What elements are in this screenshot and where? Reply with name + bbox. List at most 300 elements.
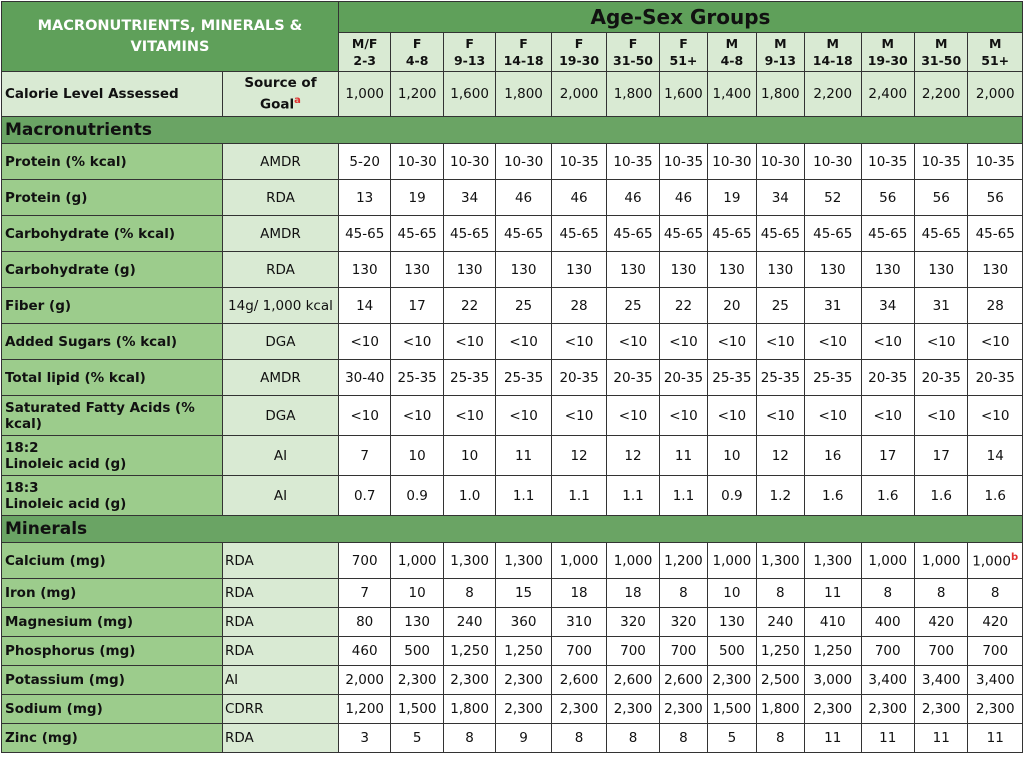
value-cell: 13 [338, 180, 390, 216]
value-cell: 5-20 [338, 144, 390, 180]
value-cell: 8 [443, 724, 495, 753]
value-cell: 130 [708, 608, 756, 637]
value-cell: 46 [607, 180, 659, 216]
value-cell: 410 [805, 608, 861, 637]
source-cell: RDA [222, 724, 338, 753]
value-cell: 45-65 [805, 216, 861, 252]
value-cell: 9 [496, 724, 551, 753]
value-cell: 130 [338, 252, 390, 288]
value-cell: 1,300 [805, 543, 861, 579]
group-header [914, 33, 967, 72]
value-cell: 11 [659, 436, 707, 476]
value-cell: 1,500 [391, 695, 443, 724]
group-sex: M [826, 36, 839, 51]
table-row [2, 288, 1023, 324]
value-cell: 2,300 [968, 695, 1023, 724]
value-cell: <10 [805, 396, 861, 436]
row-label-text: 18:3 [5, 479, 39, 496]
value-cell: 12 [607, 436, 659, 476]
value-cell: 2,500 [756, 666, 804, 695]
value-cell: 1,600 [659, 72, 707, 117]
value-cell: 1,300 [443, 543, 495, 579]
value-cell: 1,200 [338, 695, 390, 724]
row-label-text: Added Sugars (% kcal) [5, 333, 178, 350]
value-cell: 25 [756, 288, 804, 324]
value-cell: 130 [861, 252, 914, 288]
value-cell: 5 [391, 724, 443, 753]
value-cell: 460 [338, 637, 390, 666]
row-label-text-2: Linoleic acid (g) [5, 455, 127, 472]
value-cell: 8 [914, 579, 967, 608]
value-cell: 1,250 [805, 637, 861, 666]
value-cell: 10-30 [805, 144, 861, 180]
value-cell: 28 [551, 288, 606, 324]
value-cell: 1.2 [756, 476, 804, 516]
row-label [2, 608, 223, 637]
value-cell: <10 [914, 396, 967, 436]
value-cell: 10-35 [968, 144, 1023, 180]
value-cell: 130 [496, 252, 551, 288]
value-cell: 3,400 [914, 666, 967, 695]
value-cell: 2,000 [338, 666, 390, 695]
value-cell: <10 [338, 396, 390, 436]
row-label [2, 476, 223, 516]
value-cell: 34 [861, 288, 914, 324]
value-cell: 8 [551, 724, 606, 753]
group-age: 51+ [981, 53, 1010, 68]
value-cell: <10 [496, 324, 551, 360]
calorie-row [2, 72, 1023, 117]
value-cell: 8 [659, 579, 707, 608]
value-cell: <10 [861, 324, 914, 360]
value-cell: 22 [443, 288, 495, 324]
value-cell: 45-65 [756, 216, 804, 252]
value-cell: 700 [968, 637, 1023, 666]
row-label [2, 180, 223, 216]
table-row [2, 180, 1023, 216]
value-cell: 2,300 [861, 695, 914, 724]
row-label [2, 252, 223, 288]
source-cell: CDRR [222, 695, 338, 724]
value-cell: 1.6 [861, 476, 914, 516]
row-label-text: Potassium (mg) [5, 672, 125, 688]
value-cell: 10-30 [708, 144, 756, 180]
value-cell: 2,600 [607, 666, 659, 695]
value-cell: 25-35 [708, 360, 756, 396]
table-row [2, 608, 1023, 637]
group-sex: M [934, 36, 948, 51]
value-cell: 20-35 [861, 360, 914, 396]
value-cell: 1.1 [607, 476, 659, 516]
value-cell: 10-30 [496, 144, 551, 180]
value-cell: <10 [756, 324, 804, 360]
value-cell: <10 [607, 324, 659, 360]
value-cell: 10-30 [391, 144, 443, 180]
group-age: 4-8 [720, 53, 744, 68]
value-cell: 700 [551, 637, 606, 666]
table-row [2, 216, 1023, 252]
row-label [2, 695, 223, 724]
table-row [2, 666, 1023, 695]
value-cell: 15 [496, 579, 551, 608]
value-cell: 700 [861, 637, 914, 666]
value-cell: 360 [496, 608, 551, 637]
group-age: 9-13 [764, 53, 796, 68]
value-cell: 20-35 [659, 360, 707, 396]
source-line-1: Source of [244, 75, 317, 92]
value-cell: <10 [338, 324, 390, 360]
group-age: 9-13 [453, 53, 486, 68]
group-sex: F [412, 36, 422, 51]
value-cell: <10 [968, 396, 1023, 436]
section-title: Macronutrients [2, 117, 1023, 144]
value-cell: 10-30 [443, 144, 495, 180]
value-cell: 46 [659, 180, 707, 216]
value-cell: 1,000 [338, 72, 390, 117]
value-cell: 10 [708, 436, 756, 476]
row-label-text-2: Linoleic acid (g) [5, 495, 127, 512]
group-sex: M [988, 36, 1002, 51]
value-cell: 700 [338, 543, 390, 579]
table-row [2, 144, 1023, 180]
value-cell: 1,000 [861, 543, 914, 579]
row-label-text: Saturated Fatty Acids (% kcal) [5, 399, 195, 432]
value-cell: 500 [708, 637, 756, 666]
row-label [2, 396, 223, 436]
age-sex-groups-title: Age-Sex Groups [338, 2, 1022, 33]
value-cell: 25-35 [443, 360, 495, 396]
value-cell: 0.9 [391, 476, 443, 516]
value-cell: 2,300 [805, 695, 861, 724]
value-cell: 320 [607, 608, 659, 637]
source-of-goal-header [222, 72, 338, 117]
value-cell: 18 [551, 579, 606, 608]
value-cell: 500 [391, 637, 443, 666]
value-cell: 14 [338, 288, 390, 324]
value-cell: 2,000 [968, 72, 1023, 117]
value-cell: 130 [443, 252, 495, 288]
group-header [968, 33, 1023, 72]
value-cell: 130 [391, 252, 443, 288]
value-cell: 45-65 [551, 216, 606, 252]
value-cell: 3 [338, 724, 390, 753]
value-cell: 1,400 [708, 72, 756, 117]
value-cell: 1,000 [914, 543, 967, 579]
source-cell: RDA [222, 252, 338, 288]
value-cell: 45-65 [659, 216, 707, 252]
group-sex: F [465, 36, 474, 51]
group-sex: F [628, 36, 638, 51]
row-label [2, 436, 223, 476]
group-age: 19-30 [559, 53, 600, 68]
value-cell: 7 [338, 579, 390, 608]
value-cell: 25-35 [756, 360, 804, 396]
value-cell: 1,800 [756, 695, 804, 724]
value-cell: 8 [756, 579, 804, 608]
value-cell: 45-65 [708, 216, 756, 252]
group-age: 14-18 [503, 53, 544, 68]
group-header [659, 33, 707, 72]
value-cell: 420 [914, 608, 967, 637]
group-age: 2-3 [353, 53, 376, 68]
value-cell: 25 [496, 288, 551, 324]
value-cell: 3,000 [805, 666, 861, 695]
row-label: Calorie Level Assessed [2, 72, 223, 117]
value-cell: 20-35 [607, 360, 659, 396]
group-sex: M [774, 36, 787, 51]
value-cell: 10 [391, 579, 443, 608]
value-cell: 19 [708, 180, 756, 216]
value-cell: 1,500 [708, 695, 756, 724]
value-cell: 130 [756, 252, 804, 288]
row-label-text: Phosphorus (mg) [5, 643, 136, 659]
value-cell: 700 [607, 637, 659, 666]
value-cell: 700 [914, 637, 967, 666]
value-cell: 34 [443, 180, 495, 216]
value-cell: 17 [391, 288, 443, 324]
value-cell: 420 [968, 608, 1023, 637]
table-title: MACRONUTRIENTS, MINERALS & VITAMINS [2, 2, 339, 72]
group-header [708, 33, 756, 72]
group-sex: F [679, 36, 688, 51]
row-label [2, 579, 223, 608]
value-cell: 2,400 [861, 72, 914, 117]
value-cell: 1,300 [496, 543, 551, 579]
value-cell: 2,600 [659, 666, 707, 695]
value-cell: <10 [708, 396, 756, 436]
value-cell: 1,800 [496, 72, 551, 117]
source-cell: AI [222, 666, 338, 695]
value-cell: <10 [914, 324, 967, 360]
value-cell: 1.1 [496, 476, 551, 516]
value-cell: 1.6 [914, 476, 967, 516]
row-label [2, 144, 223, 180]
value-cell: 11 [861, 724, 914, 753]
value-cell: 45-65 [861, 216, 914, 252]
group-age: 51+ [669, 53, 698, 68]
value-cell: 31 [805, 288, 861, 324]
value-cell: 10-35 [551, 144, 606, 180]
table-row [2, 360, 1023, 396]
group-sex: M [725, 36, 739, 51]
value-cell: 56 [914, 180, 967, 216]
row-label-text: Calcium (mg) [5, 552, 106, 569]
value-cell: 11 [914, 724, 967, 753]
value-cell: 12 [756, 436, 804, 476]
value-cell: 25-35 [496, 360, 551, 396]
value-cell [968, 543, 1023, 579]
nutrient-table [1, 1, 1023, 753]
group-sex: F [574, 36, 584, 51]
row-label [2, 543, 223, 579]
row-label-text: Zinc (mg) [5, 730, 78, 746]
value-cell: <10 [968, 324, 1023, 360]
table-row [2, 324, 1023, 360]
value-cell: 10-35 [659, 144, 707, 180]
section-minerals [2, 516, 1023, 543]
value-cell: <10 [391, 396, 443, 436]
value-cell: 1,250 [756, 637, 804, 666]
value-cell: 1,800 [607, 72, 659, 117]
value-cell: 8 [968, 579, 1023, 608]
value-cell: 240 [443, 608, 495, 637]
value-cell: 2,000 [551, 72, 606, 117]
value-cell: 20-35 [551, 360, 606, 396]
value-cell: 28 [968, 288, 1023, 324]
row-label-text: Fiber (g) [5, 297, 72, 314]
value-cell: 8 [861, 579, 914, 608]
value-cell: 12 [551, 436, 606, 476]
row-label [2, 724, 223, 753]
source-cell: AMDR [222, 216, 338, 252]
table-row [2, 396, 1023, 436]
value-cell: 240 [756, 608, 804, 637]
value-cell: 56 [968, 180, 1023, 216]
value-cell: 30-40 [338, 360, 390, 396]
value-cell: 2,300 [659, 695, 707, 724]
source-cell: RDA [222, 180, 338, 216]
value-cell: 310 [551, 608, 606, 637]
value-cell: <10 [708, 324, 756, 360]
value-cell: 0.7 [338, 476, 390, 516]
value-cell: 130 [914, 252, 967, 288]
value-cell: <10 [551, 324, 606, 360]
value-cell: 80 [338, 608, 390, 637]
row-label [2, 360, 223, 396]
value-cell: 16 [805, 436, 861, 476]
value-cell: <10 [391, 324, 443, 360]
value-cell: 1,000 [607, 543, 659, 579]
value-cell: <10 [659, 324, 707, 360]
value-cell: 3,400 [861, 666, 914, 695]
value-cell: 20-35 [914, 360, 967, 396]
group-header [805, 33, 861, 72]
group-sex: M/F [351, 36, 378, 51]
value-cell: 11 [496, 436, 551, 476]
value-cell: <10 [443, 396, 495, 436]
value-cell: 45-65 [338, 216, 390, 252]
value-cell: 1.6 [968, 476, 1023, 516]
row-label [2, 666, 223, 695]
value-cell: 17 [914, 436, 967, 476]
value-cell: 46 [496, 180, 551, 216]
row-label-text: Iron (mg) [5, 585, 77, 601]
value-cell: 2,300 [708, 666, 756, 695]
row-label [2, 288, 223, 324]
value-cell: 700 [659, 637, 707, 666]
value-cell: 8 [607, 724, 659, 753]
value-cell: 2,300 [443, 666, 495, 695]
value-cell: 17 [861, 436, 914, 476]
value-cell: 25 [607, 288, 659, 324]
value-cell: 11 [805, 579, 861, 608]
value-cell: 2,300 [914, 695, 967, 724]
value-cell: <10 [496, 396, 551, 436]
value-cell: 400 [861, 608, 914, 637]
value-cell: 130 [708, 252, 756, 288]
table-row [2, 476, 1023, 516]
value-cell: 45-65 [496, 216, 551, 252]
value-cell: 31 [914, 288, 967, 324]
row-label-text: Protein (g) [5, 189, 88, 206]
value-cell: 25-35 [391, 360, 443, 396]
source-cell: 14g/ 1,000 kcal [222, 288, 338, 324]
row-label-text: Carbohydrate (g) [5, 261, 136, 278]
value-cell: 14 [968, 436, 1023, 476]
value-cell: 1.0 [443, 476, 495, 516]
source-cell: RDA [222, 579, 338, 608]
value-cell: 1.1 [551, 476, 606, 516]
section-macronutrients [2, 117, 1023, 144]
value-cell: 18 [607, 579, 659, 608]
value-cell: 10-35 [861, 144, 914, 180]
value-cell: 45-65 [968, 216, 1023, 252]
value-cell: 130 [968, 252, 1023, 288]
value-cell: 10 [708, 579, 756, 608]
value-cell: 19 [391, 180, 443, 216]
value-cell: 2,300 [391, 666, 443, 695]
table-row [2, 543, 1023, 579]
row-label [2, 324, 223, 360]
group-header [756, 33, 804, 72]
value-cell: 10 [443, 436, 495, 476]
group-age: 31-50 [921, 53, 962, 68]
source-cell: RDA [222, 608, 338, 637]
value-cell: 130 [607, 252, 659, 288]
group-header [861, 33, 914, 72]
value-cell: 8 [659, 724, 707, 753]
value-cell: 130 [551, 252, 606, 288]
section-title: Minerals [2, 516, 1023, 543]
value-cell: <10 [551, 396, 606, 436]
table-row [2, 252, 1023, 288]
value-cell: 2,200 [805, 72, 861, 117]
value-cell: 1,000 [551, 543, 606, 579]
source-cell: AI [222, 476, 338, 516]
group-header [391, 33, 443, 72]
value-cell: 1,250 [496, 637, 551, 666]
group-age: 19-30 [867, 53, 908, 68]
group-header [551, 33, 606, 72]
source-cell: AMDR [222, 144, 338, 180]
row-label-text: Carbohydrate (% kcal) [5, 225, 176, 242]
value-cell: 25-35 [805, 360, 861, 396]
group-age: 14-18 [812, 53, 853, 68]
table-row [2, 724, 1023, 753]
source-cell: DGA [222, 396, 338, 436]
value-cell: <10 [756, 396, 804, 436]
value-cell: 45-65 [607, 216, 659, 252]
value-text: 1,000 [972, 553, 1011, 570]
group-header [443, 33, 495, 72]
value-cell: 8 [756, 724, 804, 753]
table-row [2, 579, 1023, 608]
value-cell: <10 [805, 324, 861, 360]
value-cell: 2,300 [607, 695, 659, 724]
value-cell: 320 [659, 608, 707, 637]
value-cell: 1,800 [756, 72, 804, 117]
value-cell: 20-35 [968, 360, 1023, 396]
row-label-text: Total lipid (% kcal) [5, 369, 146, 386]
row-label-text: Magnesium (mg) [5, 614, 134, 630]
value-cell: 45-65 [914, 216, 967, 252]
value-cell: <10 [443, 324, 495, 360]
value-cell: 22 [659, 288, 707, 324]
value-cell: 1,200 [659, 543, 707, 579]
value-cell: 1.1 [659, 476, 707, 516]
row-label [2, 216, 223, 252]
source-cell: AI [222, 436, 338, 476]
